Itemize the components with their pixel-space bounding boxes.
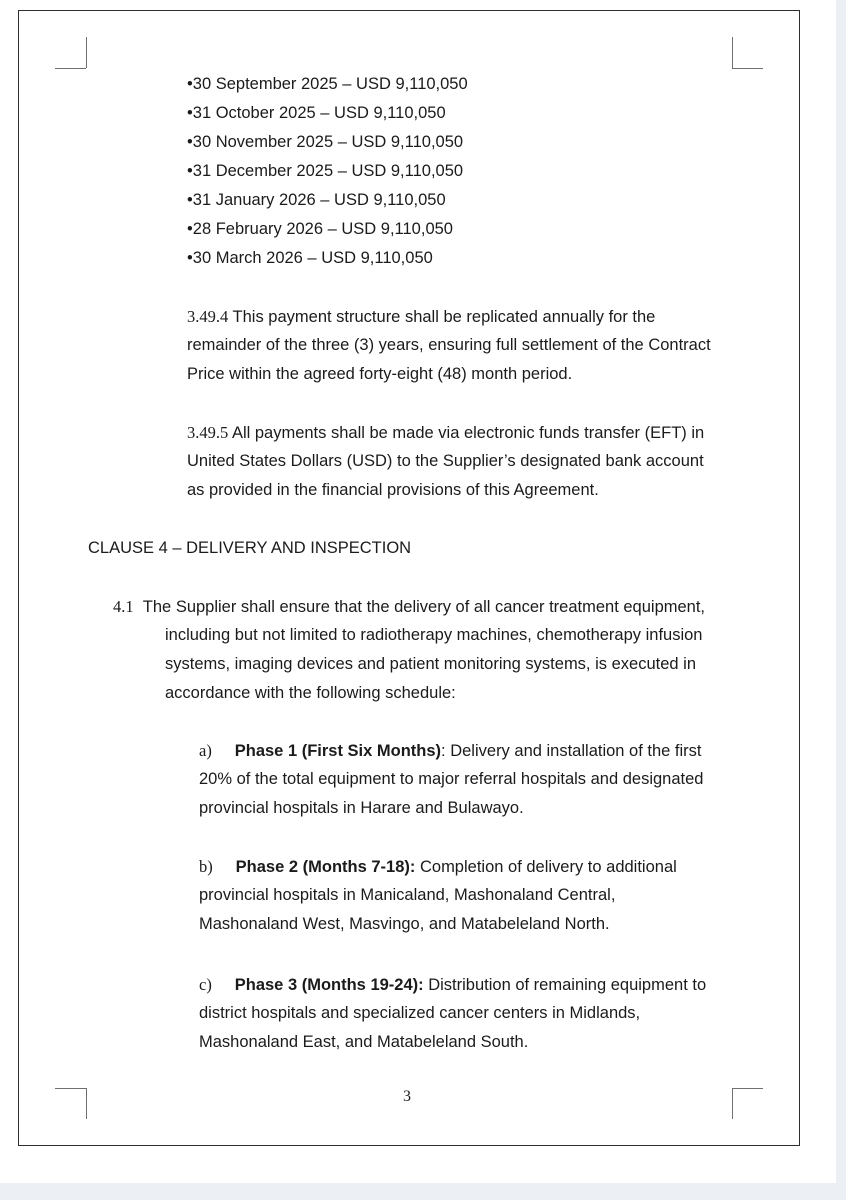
schedule-item: •30 November 2025 – USD 9,110,050 (187, 133, 464, 151)
paragraph-4-1 (113, 592, 705, 622)
paragraph-3-49-4 (187, 302, 655, 332)
paragraph-3-49-5 (187, 418, 704, 448)
schedule-item: •31 October 2025 – USD 9,110,050 (187, 104, 446, 122)
paragraph-line: as provided in the financial provisions of this Agreement. (187, 481, 599, 499)
schedule-item: •31 January 2026 – USD 9,110,050 (187, 191, 446, 209)
phase-item-c (199, 970, 706, 1000)
paragraph-line: The Supplier shall ensure that the delivery of all cancer treatment equipment, (142, 598, 706, 616)
page-number: 3 (403, 1088, 411, 1105)
paragraph-line: accordance with the following schedule: (165, 684, 456, 702)
phase-title: Phase 1 (First Six Months) (234, 742, 442, 760)
paragraph-line: provincial hospitals in Manicaland, Mashonaland Central, (199, 886, 616, 904)
phase-text: Completion of delivery to additional (415, 858, 677, 876)
phase-title: Phase 2 (Months 7-18): (235, 858, 416, 876)
paragraph-line: All payments shall be made via electronic funds transfer (EFT) in (231, 424, 705, 442)
paragraph-line: 20% of the total equipment to major referral hospitals and designated (199, 770, 704, 788)
paragraph-line: including but not limited to radiotherapy machines, chemotherapy infusion (165, 626, 703, 644)
viewer-right-margin (836, 0, 846, 1200)
clause-number: 4.1 (113, 597, 134, 616)
list-marker: b) (199, 857, 213, 876)
paragraph-line: United States Dollars (USD) to the Supplier’s designated bank account (187, 452, 704, 470)
clause-number: 3.49.5 (187, 423, 229, 442)
paragraph-line: systems, imaging devices and patient monitoring systems, is executed in (165, 655, 696, 673)
paragraph-line: district hospitals and specialized cancer centers in Midlands, (199, 1004, 641, 1022)
phase-item-a (199, 736, 702, 766)
schedule-item: •30 September 2025 – USD 9,110,050 (187, 75, 468, 93)
paragraph-line: remainder of the three (3) years, ensuring full settlement of the Contract (187, 336, 711, 354)
list-marker: c) (199, 975, 212, 994)
schedule-item: •28 February 2026 – USD 9,110,050 (187, 220, 453, 238)
paragraph-line: Mashonaland East, and Matabeleland South. (199, 1033, 529, 1051)
paragraph-line: Price within the agreed forty-eight (48) month period. (187, 365, 573, 383)
paragraph-line: This payment structure shall be replicated annually for the (232, 308, 656, 326)
phase-text: : Delivery and installation of the first (441, 742, 702, 760)
phase-text: Distribution of remaining equipment to (423, 976, 707, 994)
schedule-item: •30 March 2026 – USD 9,110,050 (187, 249, 433, 267)
paragraph-line: provincial hospitals in Harare and Bulawayo. (199, 799, 524, 817)
phase-item-b (199, 852, 677, 882)
clause-heading: CLAUSE 4 – DELIVERY AND INSPECTION (88, 539, 412, 557)
clause-number: 3.49.4 (187, 307, 229, 326)
paragraph-line: Mashonaland West, Masvingo, and Matabeleland North. (199, 915, 610, 933)
schedule-item: •31 December 2025 – USD 9,110,050 (187, 162, 464, 180)
list-marker: a) (199, 741, 212, 760)
phase-title: Phase 3 (Months 19-24): (234, 976, 424, 994)
